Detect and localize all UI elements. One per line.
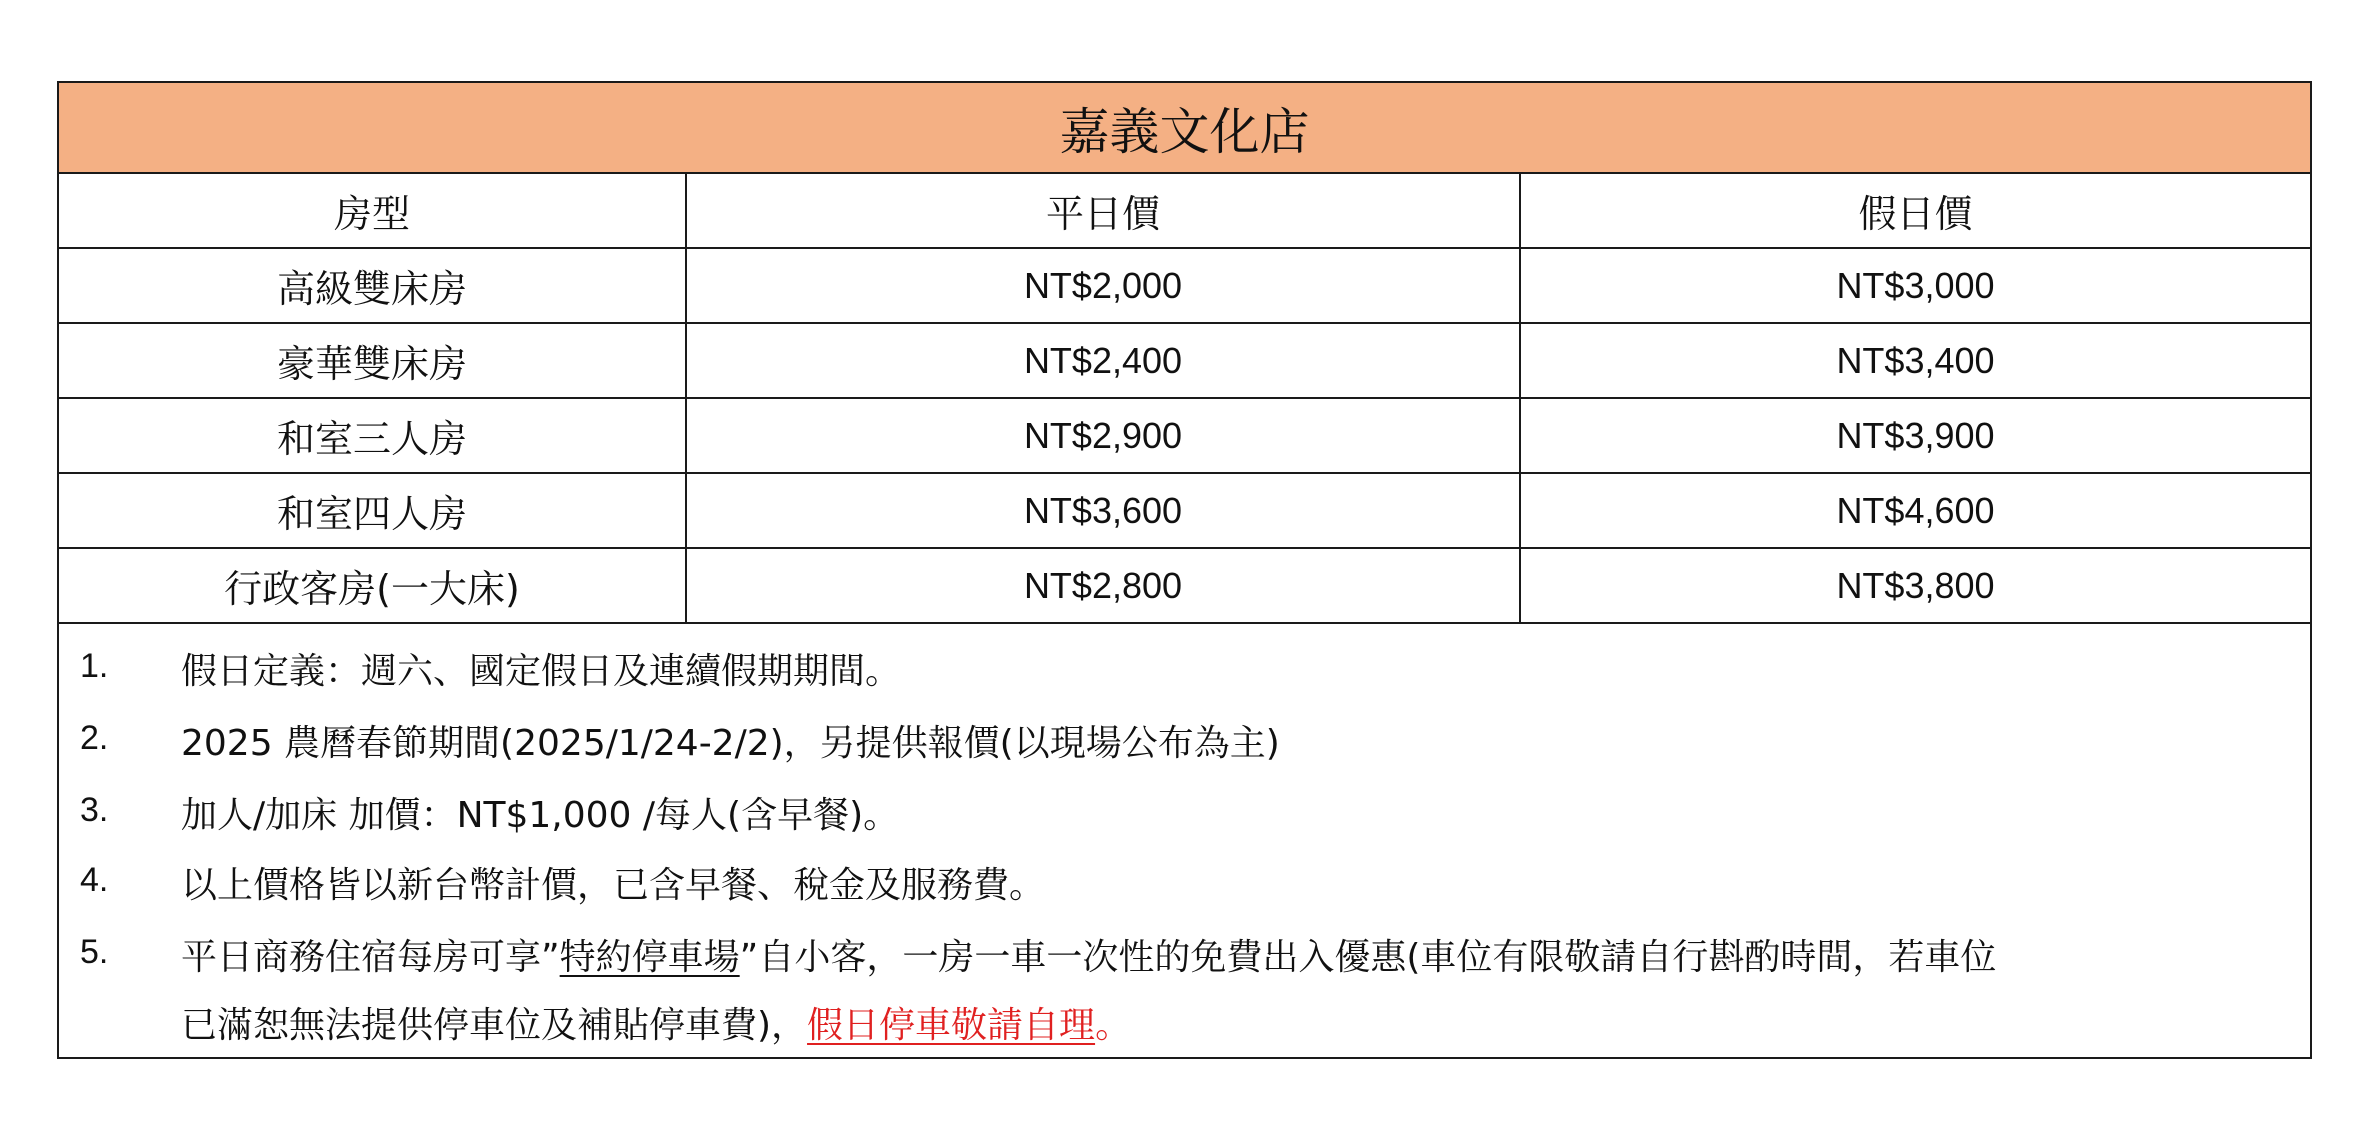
note-text-segment: ”自小客，一房一車一次性的免費出入優惠(車位有限敬請自行斟酌時間，若車位 — [739, 937, 1997, 978]
header-room-type: 房型 — [59, 174, 687, 247]
table-row — [59, 324, 2310, 399]
weekend-price-cell: NT$3,400 — [1836, 339, 1995, 381]
note-number: 2. — [80, 719, 109, 757]
note-text-line-1 — [181, 929, 1996, 980]
pricing-table — [57, 81, 2312, 1059]
weekend-parking-notice: 假日停車敬請自理 — [807, 1005, 1096, 1046]
note-text: 加人/加床 加價：NT$1,000 /每人(含早餐)。 — [181, 795, 900, 836]
header-row — [59, 174, 2310, 249]
weekday-price-cell: NT$3,600 — [687, 474, 1521, 547]
room-type-cell: 行政客房(一大床) — [59, 549, 687, 622]
weekend-price-cell: NT$3,000 — [1836, 264, 1995, 306]
note-text: 以上價格皆以新台幣計價，已含早餐、稅金及服務費。 — [181, 865, 1046, 906]
note-text: 2025 農曆春節期間(2025/1/24-2/2)，另提供報價(以現場公布為主) — [181, 723, 1280, 764]
room-type-cell: 和室三人房 — [59, 399, 687, 472]
note-number: 3. — [80, 791, 109, 829]
note-number: 5. — [80, 933, 109, 971]
header-weekday-price: 平日價 — [687, 174, 1521, 247]
table-row — [59, 399, 2310, 474]
weekend-price-cell: NT$4,600 — [1836, 489, 1995, 531]
weekday-price-cell: NT$2,400 — [687, 324, 1521, 397]
weekday-price-cell: NT$2,900 — [687, 399, 1521, 472]
weekday-price-cell: NT$2,000 — [687, 249, 1521, 322]
note-text-segment: 平日商務住宿每房可享” — [181, 937, 560, 978]
header-weekend-price: 假日價 — [1858, 192, 1973, 236]
note-number: 4. — [80, 861, 109, 899]
table-title: 嘉義文化店 — [59, 83, 2310, 174]
room-type-cell: 豪華雙床房 — [59, 324, 687, 397]
note-text-line-2 — [181, 997, 1131, 1048]
note-text: 假日定義：週六、國定假日及連續假期期間。 — [181, 651, 902, 692]
weekend-price-cell: NT$3,800 — [1836, 564, 1995, 606]
table-row — [59, 549, 2310, 624]
note-text-segment: 。 — [1095, 1005, 1132, 1046]
room-type-cell: 高級雙床房 — [59, 249, 687, 322]
note-text-segment: 已滿恕無法提供停車位及補貼停車費)， — [181, 1005, 808, 1046]
parking-partner-link[interactable]: 特約停車場 — [559, 937, 740, 978]
weekend-price-cell: NT$3,900 — [1836, 414, 1995, 456]
note-number: 1. — [80, 647, 109, 685]
table-row — [59, 249, 2310, 324]
table-row — [59, 474, 2310, 549]
room-type-cell: 和室四人房 — [59, 474, 687, 547]
weekday-price-cell: NT$2,800 — [687, 549, 1521, 622]
